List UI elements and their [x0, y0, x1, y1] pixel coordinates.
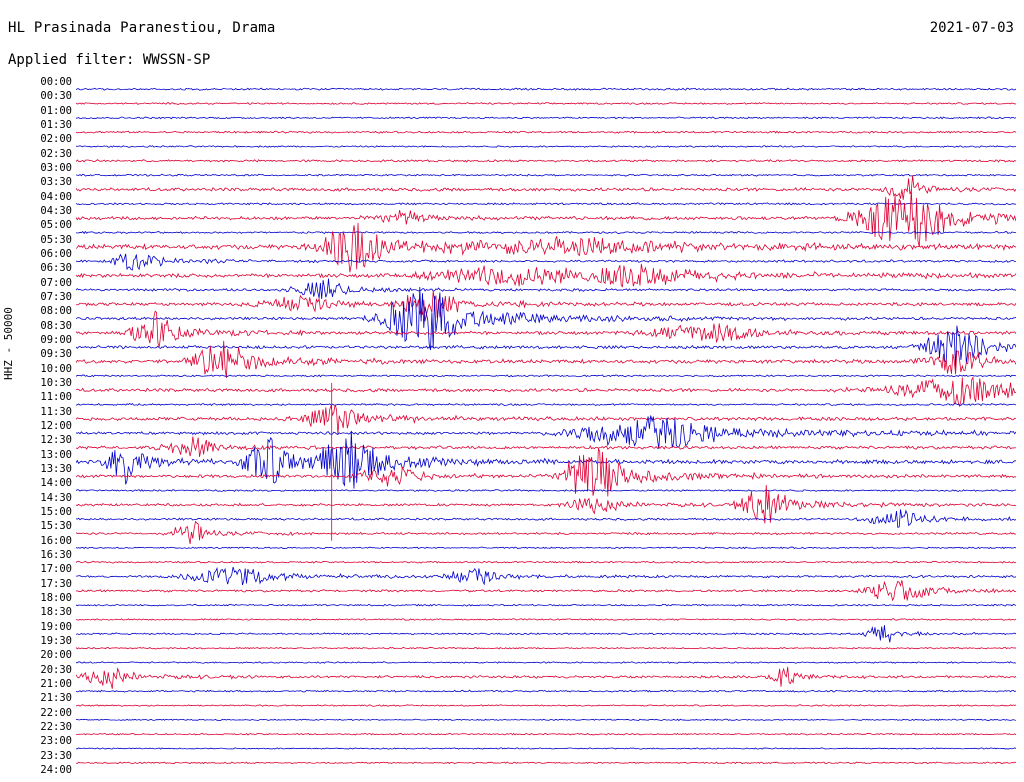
seismogram-trace — [76, 733, 1016, 735]
seismogram-trace — [76, 580, 1016, 600]
time-tick-label: 16:30 — [40, 549, 72, 561]
time-tick-label: 05:30 — [40, 233, 72, 246]
seismogram-trace — [76, 203, 1016, 205]
seismogram-trace — [76, 377, 1016, 406]
seismogram-trace — [76, 375, 1016, 377]
time-tick-label: 06:00 — [40, 248, 72, 260]
time-tick-label: 21:30 — [40, 692, 72, 705]
seismogram-trace — [76, 291, 1016, 321]
seismogram-trace — [76, 619, 1016, 621]
seismogram-trace — [76, 690, 1016, 692]
time-tick-label: 10:00 — [40, 362, 72, 375]
time-tick-label: 00:30 — [40, 90, 72, 103]
time-tick-label: 17:30 — [40, 577, 72, 590]
seismogram-trace — [76, 254, 1016, 270]
seismogram-trace — [76, 662, 1016, 664]
seismogram-trace — [76, 762, 1016, 764]
time-tick-label: 01:30 — [40, 119, 72, 131]
time-tick-label: 06:30 — [40, 262, 72, 275]
time-tick-label: 23:00 — [40, 735, 72, 748]
time-tick-label: 17:00 — [40, 563, 72, 576]
seismogram-trace — [76, 174, 1016, 176]
seismogram-trace — [76, 705, 1016, 707]
time-tick-label: 19:00 — [40, 620, 72, 633]
seismogram-canvas — [76, 82, 1016, 770]
page-title: HL Prasinada Paranestiou, Drama — [8, 20, 276, 36]
time-tick-label: 09:30 — [40, 348, 72, 361]
record-date: 2021-07-03 — [929, 20, 1014, 36]
seismogram-trace — [76, 647, 1016, 649]
time-tick-label: 14:00 — [40, 477, 72, 490]
seismogram-trace — [76, 160, 1016, 162]
time-tick-label: 10:30 — [40, 377, 72, 389]
seismogram-trace — [76, 437, 1016, 457]
seismogram-trace — [76, 667, 1016, 689]
time-tick-label: 14:30 — [40, 491, 72, 504]
seismogram-trace — [76, 522, 1016, 544]
seismogram-trace — [76, 449, 1016, 497]
seismogram-plot — [76, 82, 1016, 770]
seismogram-trace — [76, 416, 1016, 449]
time-tick-label: 11:30 — [40, 405, 72, 418]
seismogram-trace — [76, 604, 1016, 606]
seismogram-trace — [76, 509, 1016, 527]
y-axis-label: HHZ - 50000 — [2, 307, 15, 380]
seismogram-trace — [76, 175, 1016, 199]
time-tick-label: 19:30 — [40, 635, 72, 647]
time-tick-label: 08:30 — [40, 319, 72, 332]
seismogram-trace — [76, 264, 1016, 287]
time-tick-label: 13:00 — [40, 448, 72, 461]
seismogram-trace — [76, 403, 1016, 405]
time-tick-label: 22:00 — [40, 706, 72, 719]
seismogram-trace — [76, 146, 1016, 148]
seismogram-trace — [76, 131, 1016, 133]
seismogram-trace — [76, 719, 1016, 720]
time-tick-label: 07:00 — [40, 276, 72, 289]
seismogram-trace — [76, 311, 1016, 346]
time-tick-label: 02:00 — [40, 133, 72, 146]
time-tick-labels — [0, 76, 72, 782]
time-tick-label: 03:30 — [40, 176, 72, 189]
time-tick-label: 18:00 — [40, 592, 72, 604]
time-tick-label: 18:30 — [40, 606, 72, 619]
time-tick-label: 04:30 — [40, 205, 72, 217]
time-tick-label: 21:00 — [40, 678, 72, 690]
time-tick-label: 00:00 — [40, 76, 72, 88]
seismogram-trace — [76, 561, 1016, 563]
seismogram-trace — [76, 567, 1016, 585]
time-tick-label: 05:00 — [40, 219, 72, 232]
time-tick-label: 20:00 — [40, 649, 72, 662]
seismogram-trace — [76, 405, 1016, 435]
time-tick-label: 01:00 — [40, 104, 72, 117]
time-tick-label: 20:30 — [40, 663, 72, 676]
time-tick-label: 15:00 — [40, 506, 72, 518]
time-tick-label: 15:30 — [40, 520, 72, 533]
time-tick-label: 12:00 — [40, 420, 72, 432]
seismogram-trace — [76, 117, 1016, 119]
time-tick-label: 16:00 — [40, 534, 72, 547]
filter-label: Applied filter: WWSSN-SP — [8, 52, 211, 68]
seismogram-trace — [76, 279, 1016, 299]
seismogram-trace — [76, 490, 1016, 492]
seismogram-trace — [76, 547, 1016, 549]
time-tick-label: 07:30 — [40, 291, 72, 303]
seismogram-trace — [76, 625, 1016, 642]
time-tick-label: 24:00 — [40, 764, 72, 776]
seismogram-trace — [76, 748, 1016, 749]
time-tick-label: 13:30 — [40, 463, 72, 475]
seismogram-trace — [76, 189, 1016, 247]
time-tick-label: 22:30 — [40, 721, 72, 733]
time-tick-label: 03:00 — [40, 162, 72, 174]
time-tick-label: 09:00 — [40, 334, 72, 346]
seismogram-trace — [76, 431, 1016, 489]
time-tick-label: 11:00 — [40, 391, 72, 404]
seismogram-trace — [76, 287, 1016, 350]
seismogram-trace — [76, 103, 1016, 105]
time-tick-label: 02:30 — [40, 147, 72, 160]
time-tick-label: 23:30 — [40, 749, 72, 762]
time-tick-label: 04:00 — [40, 190, 72, 203]
time-tick-label: 12:30 — [40, 434, 72, 447]
time-tick-label: 08:00 — [40, 305, 72, 318]
seismogram-trace — [76, 88, 1016, 90]
